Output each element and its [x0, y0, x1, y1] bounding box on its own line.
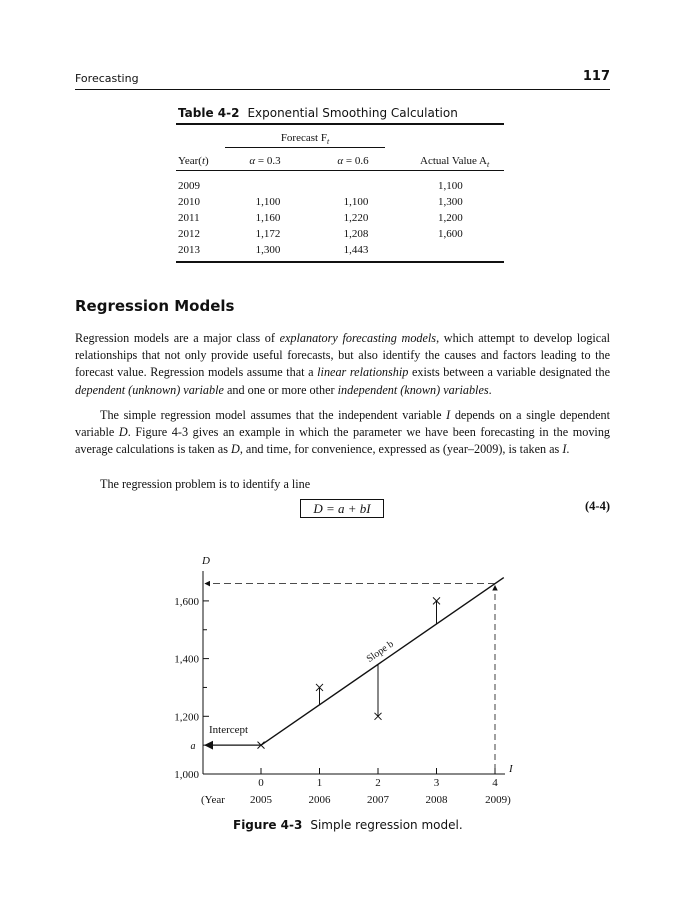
year-label: (Year: [201, 794, 225, 806]
forecast-group-header: Forecast $F_t$: [280, 132, 330, 147]
intercept-label: Intercept: [209, 724, 249, 737]
figure-caption: [233, 818, 463, 832]
year-label: 2007: [367, 794, 389, 806]
table-row: 2011: [178, 212, 200, 224]
column-header-alpha-03: α = 0.3: [249, 155, 281, 167]
x-tick-label: 1: [316, 777, 323, 789]
equation-number: (4-4): [585, 499, 610, 513]
y-tick-label: 1,600: [174, 595, 199, 608]
x-tick-label: 0: [258, 777, 264, 789]
x-axis-label: I: [509, 763, 513, 775]
table-title: Exponential Smoothing Calculation: [247, 106, 458, 120]
table-cell: 1,220: [343, 212, 369, 224]
table-row: 2012: [178, 228, 200, 240]
column-header-alpha-06: α = 0.6: [337, 155, 369, 167]
x-tick-label: 3: [433, 777, 440, 789]
page-number: 117: [582, 69, 610, 84]
table-cell: 1,160: [255, 212, 281, 224]
intercept-symbol: a: [190, 741, 196, 753]
equation-box: D = a + bI: [300, 499, 384, 518]
table-cell: 1,100: [255, 196, 281, 208]
table-cell: 1,300: [255, 244, 281, 256]
year-label: 2008: [425, 794, 448, 806]
year-label: 2005: [250, 794, 272, 806]
section-heading: Regression Models: [75, 297, 235, 315]
table-cell: 1,100: [343, 196, 369, 208]
table-cell: 1,208: [343, 228, 369, 240]
column-header-year: Year(t): [178, 155, 209, 167]
year-label: 2009): [485, 794, 511, 806]
table-cell: 1,300: [438, 196, 463, 208]
y-tick-label: 1,200: [174, 711, 199, 724]
table-row: 2010: [178, 196, 200, 208]
column-header-actual: Actual Value $A_t$: [420, 155, 490, 170]
table-cell: 1,443: [343, 244, 369, 256]
y-axis-label: D: [202, 555, 210, 567]
table-cell: 1,100: [438, 180, 463, 192]
figure-label: Figure 4-3: [233, 818, 303, 832]
table-label: Table 4-2: [178, 106, 240, 120]
figure-caption-text: Simple regression model.: [310, 818, 463, 832]
paragraph-1: Regression models are a major class of explanatory forecasting models, which attempt to develop logical relationships that not only provide useful forecasts, but also identify the causes and factors leading to the forecast value. Regression models assume that a linear relationship exists between a variable designated the dependent (unknown) variable and one or more other independent (known) variables.: [75, 331, 611, 397]
table-cell: 1,600: [438, 228, 463, 240]
x-tick-label: 2: [375, 777, 381, 789]
regression-line: [261, 578, 504, 746]
y-tick-label: 1,400: [174, 653, 199, 666]
y-tick-label: 1,000: [174, 769, 199, 781]
year-label: 2006: [308, 794, 331, 806]
paragraph-2: The simple regression model assumes that the independent variable I depends on a single dependent variable D. Figure 4-3 gives an example in which the parameter we have been forecasting in the moving average calculations is taken as D, and time, for convenience, expressed as (year–2009), is taken as I.: [75, 408, 611, 457]
slope-label: Slope b: [364, 638, 396, 665]
table-cell: 1,172: [255, 228, 281, 240]
table-cell: 1,200: [438, 212, 463, 224]
paragraph-3: The regression problem is to identify a line: [100, 477, 311, 491]
table-row: 2013: [178, 244, 200, 256]
table-row: 2009: [178, 180, 200, 192]
x-tick-label: 4: [492, 777, 498, 789]
running-header-title: Forecasting: [75, 72, 139, 85]
